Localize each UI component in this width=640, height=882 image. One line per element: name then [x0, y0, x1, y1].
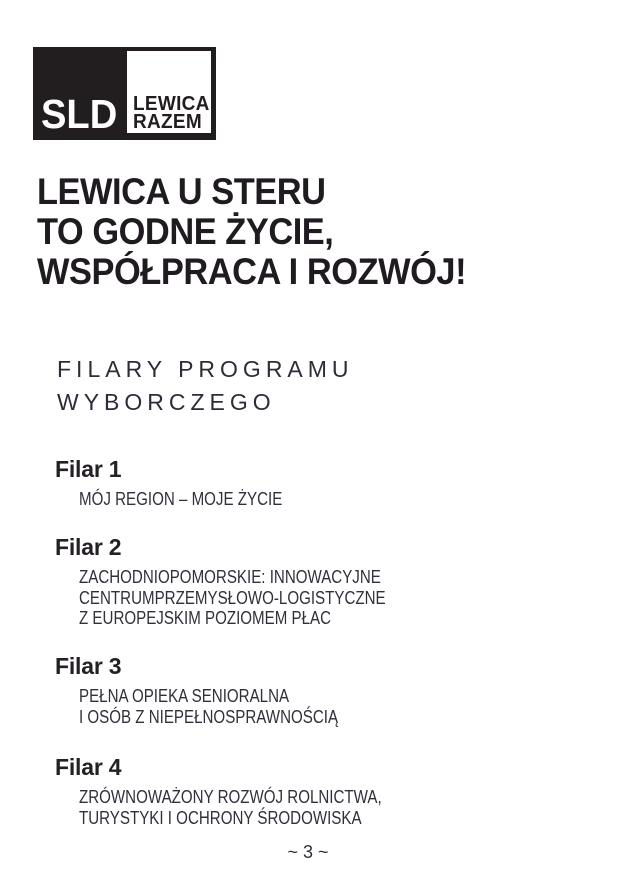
pillar-4 [55, 756, 439, 828]
pillar-4-description [79, 787, 382, 828]
pillar-1-label: Filar 1 [55, 456, 122, 482]
logo-razem-line: RAZEM [133, 111, 202, 133]
logo-sld-text: SLD [41, 91, 118, 137]
subtitle-line-2: WYBORCZEGO [57, 389, 276, 415]
pillar-2-line-2: CENTRUMPRZEMYSŁOWO-LOGISTYCZNE [79, 587, 386, 608]
section-subtitle [57, 353, 354, 419]
logo-lewica-line: LEWICA [133, 93, 210, 115]
pillar-1-description [79, 489, 282, 510]
sld-lewica-razem-logo [33, 47, 216, 140]
logo-white-box [127, 51, 211, 133]
pillar-4-label: Filar 4 [55, 754, 122, 780]
pillar-3-line-1: PEŁNA OPIEKA SENIORALNA [79, 686, 290, 706]
pillar-2-line-3: Z EUROPEJSKIM POZIOMEM PŁAC [79, 608, 332, 628]
page-title [37, 172, 466, 292]
pillar-2-label: Filar 2 [55, 534, 122, 560]
page-title-line-1: LEWICA U STERU [37, 171, 326, 212]
pillar-3-line-2: I OSÓB Z NIEPEŁNOSPRAWNOŚCIĄ [79, 706, 339, 727]
pillar-2-line-1: ZACHODNIOPOMORSKIE: INNOWACYJNE [79, 567, 381, 587]
page-title-line-2: TO GODNE ŻYCIE, [37, 211, 334, 252]
pillar-3 [55, 655, 387, 727]
pillar-2 [55, 536, 444, 629]
pillar-1-line-1: MÓJ REGION – MOJE ŻYCIE [79, 489, 283, 509]
pillar-1 [55, 458, 321, 510]
pillar-4-line-2: TURYSTYKI I OCHRONY ŚRODOWISKA [79, 807, 362, 828]
page-title-line-3: WSPÓŁPRACA I ROZWÓJ! [37, 251, 467, 292]
page-number: ~ 3 ~ [287, 842, 329, 862]
subtitle-line-1: FILARY PROGRAMU [57, 356, 354, 382]
pillar-2-description [79, 567, 386, 629]
pillar-4-line-1: ZRÓWNOWAŻONY ROZWÓJ ROLNICTWA, [79, 787, 382, 807]
pillar-3-description [79, 686, 338, 727]
pillar-3-label: Filar 3 [55, 653, 122, 679]
logo-lewica-razem-text [133, 95, 210, 131]
